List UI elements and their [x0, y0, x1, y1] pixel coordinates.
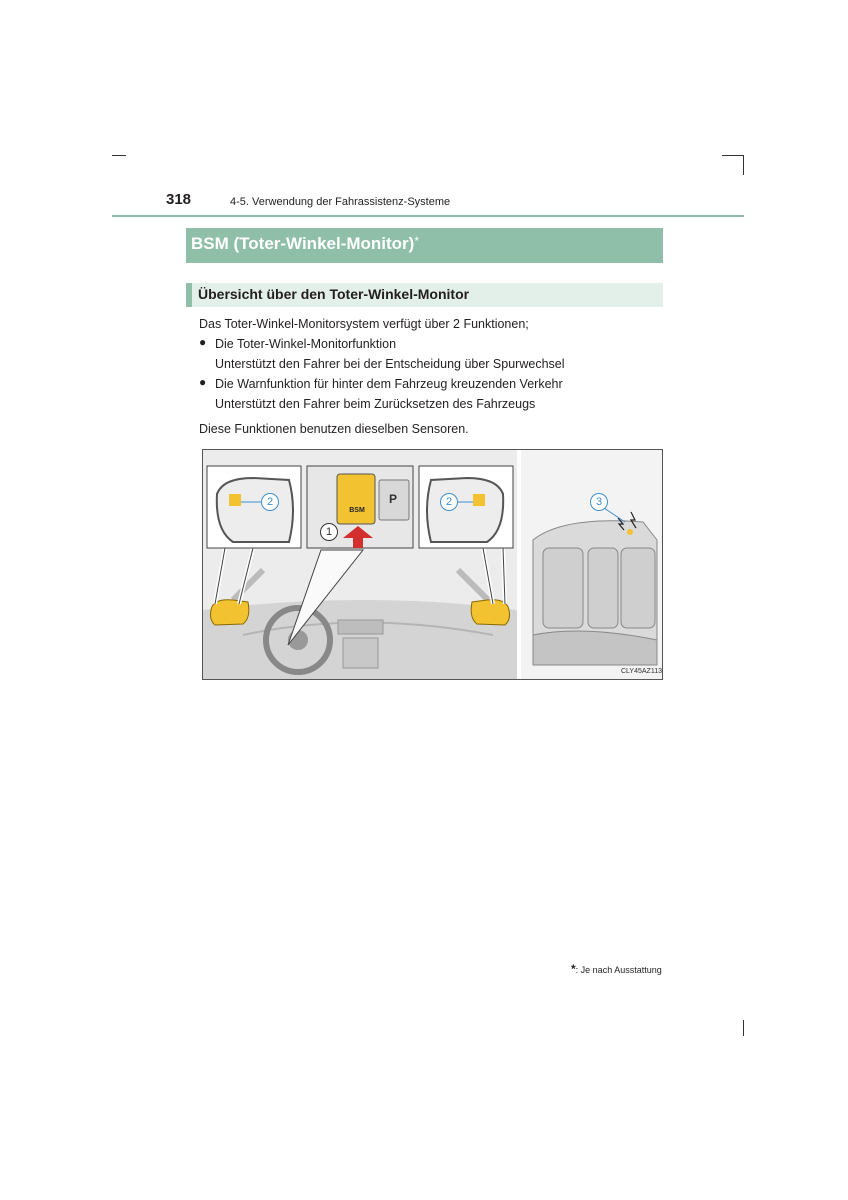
page-number: 318	[166, 191, 192, 208]
crop-mark-top-left	[112, 155, 126, 156]
bullet-icon: ●	[199, 375, 207, 389]
header-rule	[112, 215, 744, 217]
callout-1: 1	[320, 523, 338, 541]
intro-text: Das Toter-Winkel-Monitorsystem verfügt über 2 Funktionen;	[199, 317, 529, 331]
subsection-title: Übersicht über den Toter-Winkel-Monitor	[198, 286, 470, 302]
crop-mark-bottom-right	[743, 1020, 744, 1036]
bsm-illustration-svg	[203, 450, 662, 679]
section-title	[186, 228, 663, 263]
footnote-text: : Je nach Ausstattung	[575, 965, 662, 975]
bullet-icon: ●	[199, 335, 207, 349]
subsection-accent	[186, 283, 192, 307]
footnote-mark: *	[571, 962, 576, 976]
callout-3: 3	[590, 493, 608, 511]
bsm-illustration	[202, 449, 663, 680]
bsm-button-label: BSM	[349, 507, 365, 514]
figure-code: CLY45AZ113	[621, 668, 662, 675]
crop-mark-top-right-h	[722, 155, 744, 156]
chapter-title: 4-5. Verwendung der Fahrassistenz-Systeme	[230, 196, 451, 208]
footnote	[571, 962, 662, 976]
callout-2-left: 2	[261, 493, 279, 511]
bullet-2-desc: Unterstützt den Fahrer beim Zurücksetzen des Fahrzeugs	[215, 397, 536, 411]
park-button-label: P	[389, 492, 398, 506]
crop-mark-top-right-v	[743, 155, 744, 175]
section-title-mark: *	[414, 234, 420, 248]
bullet-2-title: Die Warnfunktion für hinter dem Fahrzeug kreuzenden Verkehr	[215, 377, 563, 391]
section-title-text: BSM (Toter-Winkel-Monitor)	[191, 234, 415, 253]
bullet-1-title: Die Toter-Winkel-Monitorfunktion	[215, 337, 397, 351]
closing-text: Diese Funktionen benutzen dieselben Sensoren.	[199, 422, 469, 436]
callout-2-right: 2	[440, 493, 458, 511]
bullet-1-desc: Unterstützt den Fahrer bei der Entscheidung über Spurwechsel	[215, 357, 565, 371]
